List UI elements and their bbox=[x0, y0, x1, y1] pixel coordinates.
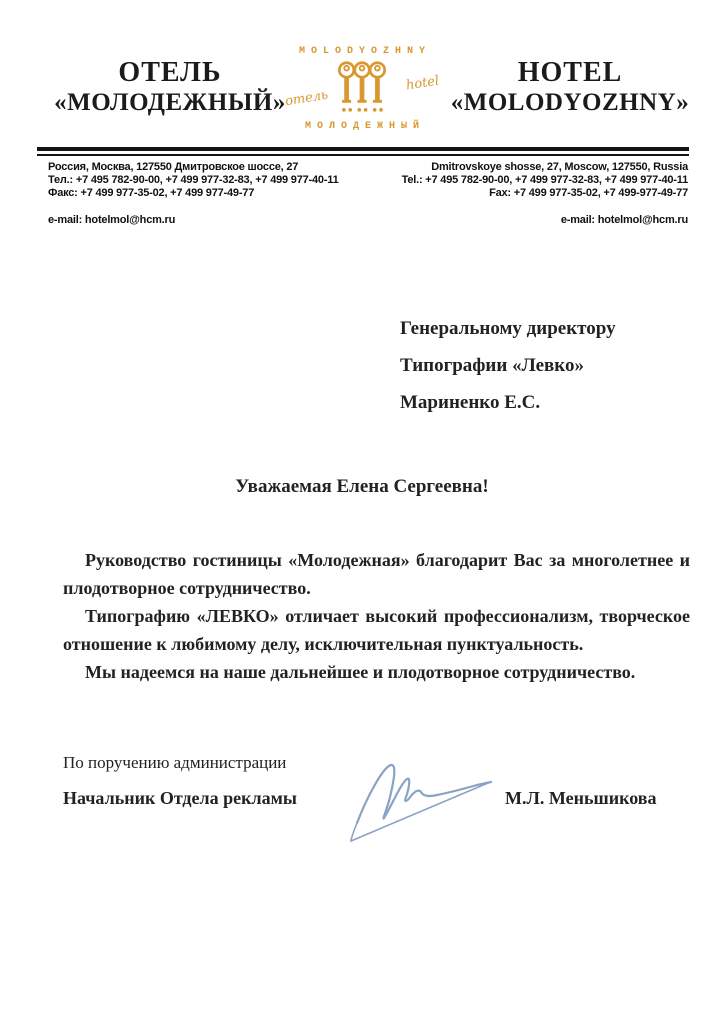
hotel-title-russian bbox=[30, 57, 310, 118]
tel-ru: Тел.: +7 495 782-90-00, +7 499 977-32-83, +7 499 977-40-11 bbox=[48, 174, 339, 186]
header-divider bbox=[37, 147, 689, 156]
contact-block-english bbox=[402, 161, 688, 227]
hotel-title-english bbox=[430, 57, 710, 118]
handwritten-signature bbox=[345, 745, 505, 855]
address-en: Dmitrovskoye shosse, 27, Moscow, 127550, Russia bbox=[431, 161, 688, 173]
letter-body bbox=[63, 546, 690, 686]
logo-script-otel: отель bbox=[284, 87, 330, 110]
contact-block-russian bbox=[48, 161, 339, 227]
three-keys-icon bbox=[333, 58, 391, 120]
fax-ru: Факс: +7 499 977-35-02, +7 499 977-49-77 bbox=[48, 187, 255, 199]
signoff-name: М.Л. Меньшикова bbox=[505, 788, 657, 808]
tel-en: Tel.: +7 495 782-90-00, +7 499 977-32-83, +7 499 977-40-11 bbox=[401, 174, 688, 186]
hotel-logo bbox=[283, 44, 441, 144]
email-ru: e-mail: hotelmol@hcm.ru bbox=[48, 214, 176, 226]
hotel-title-english-line2: «MOLODYOZHNY» bbox=[450, 89, 690, 117]
address-ru: Россия, Москва, 127550 Дмитровское шоссе, 27 bbox=[48, 161, 299, 173]
recipient-position: Генеральному директору bbox=[400, 318, 616, 339]
email-en: e-mail: hotelmol@hcm.ru bbox=[560, 214, 688, 226]
paragraph-3: Мы надеемся на наше дальнейшее и плодотворное сотрудничество. bbox=[85, 662, 636, 682]
recipient-company: Типографии «Левко» bbox=[400, 355, 584, 376]
signoff-role: Начальник Отдела рекламы bbox=[63, 788, 297, 808]
logo-top-text: MOLODYOZHNY bbox=[298, 46, 431, 57]
recipient-name: Мариненко Е.С. bbox=[400, 392, 541, 413]
paragraph-2: Типографию «ЛЕВКО» отличает высокий профессионализм, творческое отношение к любимому делу, исключительная пунктуальность. bbox=[63, 606, 690, 654]
hotel-title-russian-line1: ОТЕЛЬ bbox=[118, 57, 222, 88]
signoff-admin-line: По поручению администрации bbox=[63, 753, 287, 772]
hotel-title-english-line1: HOTEL bbox=[517, 57, 623, 88]
logo-script-hotel: hotel bbox=[404, 73, 440, 94]
fax-en: Fax: +7 499 977-35-02, +7 499-977-49-77 bbox=[489, 187, 688, 199]
logo-bottom-text: МОЛОДЕЖНЫЙ bbox=[304, 121, 425, 132]
hotel-title-russian-line2: «МОЛОДЕЖНЫЙ» bbox=[54, 89, 286, 117]
paragraph-1: Руководство гостиницы «Молодежная» благодарит Вас за многолетнее и плодотворное сотрудничество. bbox=[63, 550, 690, 598]
recipient-block bbox=[400, 310, 616, 421]
salutation: Уважаемая Елена Сергеевна! bbox=[235, 476, 489, 497]
